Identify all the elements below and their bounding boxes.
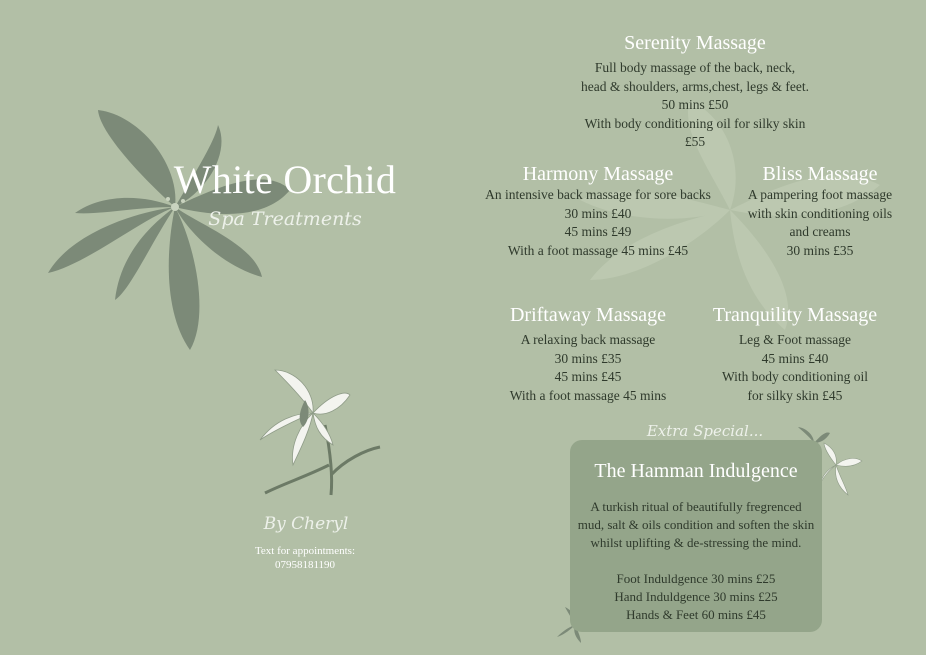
treatment-price: 45 mins £49 [564,224,632,239]
treatment-line: and creams [789,224,851,239]
treatment-price: 45 mins £45 [554,369,622,384]
treatment-line: With a foot massage 45 mins [509,387,667,403]
extra-prices [570,570,822,624]
extra-description [570,498,822,552]
extra-special-panel [570,440,822,632]
brand-subtitle: Spa Treatments [208,208,362,230]
phone-number: 07958181190 [274,559,336,571]
treatment-title: Tranquility Massage [712,304,878,326]
extra-title: The Hamman Indulgence [594,460,798,482]
treatment-title: Serenity Massage [624,32,766,54]
orchid-white-sprig-illustration [255,365,385,505]
extra-price-line: Hand Induldgence 30 mins £25 [614,589,778,604]
extra-special-label: Extra Special... [646,422,764,440]
by-line: By Cheryl [263,514,349,534]
treatment-line: An intensive back massage for sore backs [485,187,711,202]
extra-description-line: A turkish ritual of beautifully fregrenced [590,499,802,514]
treatment-price: 45 mins £40 [761,350,829,366]
treatment-line: With body conditioning oil [721,369,869,384]
extra-description-line: whilst uplifting & de-stressing the mind. [590,535,802,550]
treatment-title: Driftaway Massage [509,304,667,326]
treatment-line: Full body massage of the back, neck, [594,60,796,75]
treatment-price: 50 mins £50 [661,97,729,112]
treatment-price: 30 mins £35 [554,350,622,366]
treatment-tranquility [705,303,885,405]
treatment-price: for silky skin £45 [747,387,843,403]
treatment-line: with skin conditioning oils [747,205,893,221]
treatment-title: Harmony Massage [522,163,674,185]
extra-price-line: Hands & Feet 60 mins £45 [626,607,766,622]
treatment-driftaway [498,303,678,405]
treatment-line: Leg & Foot massage [738,332,852,347]
brand-title: White Orchid [173,157,397,202]
treatment-price: £55 [684,134,706,149]
treatment-price: 30 mins £35 [786,242,854,258]
treatment-harmony [476,162,720,260]
treatment-title: Bliss Massage [762,163,878,185]
treatment-line: head & shoulders, arms,chest, legs & feet. [581,78,809,94]
treatment-serenity [560,31,830,152]
contact-info [230,544,380,572]
treatment-line: A pampering foot massage [747,187,893,202]
treatment-bliss [730,162,910,260]
treatment-line: A relaxing back massage [520,332,656,347]
treatment-price: 30 mins £40 [564,205,632,221]
treatment-line: With body conditioning oil for silky skin [584,115,806,131]
extra-description-line: mud, salt & oils condition and soften the skin [577,517,815,532]
extra-price-line: Foot Induldgence 30 mins £25 [616,571,776,586]
contact-label: Text for appointments: [254,545,356,557]
treatment-price: With a foot massage 45 mins £45 [507,242,689,258]
